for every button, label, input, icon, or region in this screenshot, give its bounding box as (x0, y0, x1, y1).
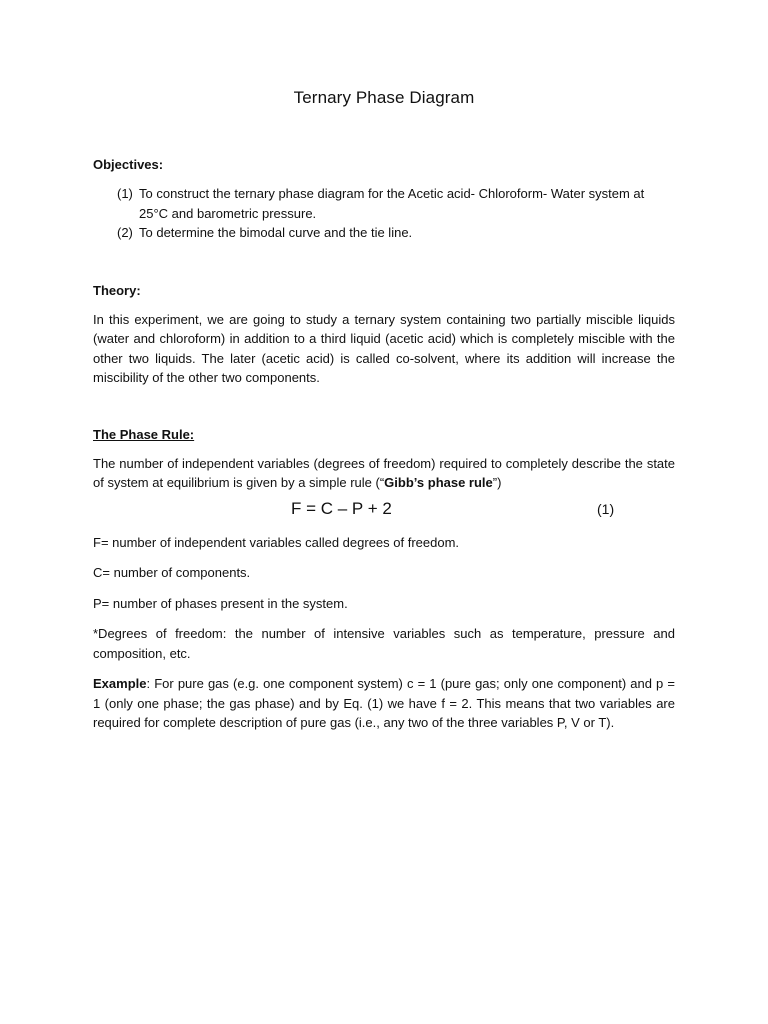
theory-heading: Theory: (93, 282, 141, 298)
gibbs-phase-rule-term: Gibb’s phase rule (384, 475, 493, 490)
objective-text: To determine the bimodal curve and the tie line. (139, 225, 413, 240)
objective-number: (2) (117, 225, 133, 240)
example-text: : For pure gas (e.g. one component system) c = 1 (pure gas; only one component) and p = 1 (only one phase; the gas phase) and by Eq. (1) we have f = 2. This means that two variables are required for complete description of pure gas (i.e., any two of the three variables P, V or T). (93, 676, 675, 730)
objective-item (93, 223, 675, 243)
definition-p: P= number of phases present in the system. (93, 595, 348, 611)
definition-c: C= number of components. (93, 565, 251, 580)
objective-item (93, 184, 675, 223)
page-title: Ternary Phase Diagram (293, 88, 475, 107)
phase-rule-intro (93, 454, 675, 493)
objective-text: To construct the ternary phase diagram for the Acetic acid- Chloroform- Water system at 25°C and barometric pressure. (139, 186, 645, 221)
phase-rule-intro-close: ”) (492, 475, 502, 490)
equation-row (93, 499, 675, 533)
objectives-heading: Objectives: (93, 157, 164, 172)
definition-f: F= number of independent variables called degrees of freedom. (93, 534, 460, 550)
phase-rule-intro-text: The number of independent variables (degrees of freedom) required to completely describe the state of system at equilibrium is given by a simple rule (“ (93, 455, 675, 490)
equation-number: (1) (597, 500, 615, 517)
phase-rule-heading: The Phase Rule: (93, 426, 195, 442)
example-paragraph (93, 674, 675, 733)
theory-paragraph: In this experiment, we are going to study a ternary system containing two partially miscible liquids (water and chloroform) in addition to a third liquid (acetic acid) which is completely miscible with the other two liquids. The later (acetic acid) is called co-solvent, where its addition will increase the miscibility of the other two components. (93, 311, 675, 385)
objectives-list (93, 184, 675, 243)
example-label: Example (93, 676, 147, 691)
phase-rule-equation: F = C – P + 2 (291, 498, 392, 518)
degrees-of-freedom-note: *Degrees of freedom: the number of intensive variables such as temperature, pressure and composition, etc. (93, 626, 675, 661)
document-content (93, 88, 675, 733)
objective-number: (1) (117, 186, 133, 201)
